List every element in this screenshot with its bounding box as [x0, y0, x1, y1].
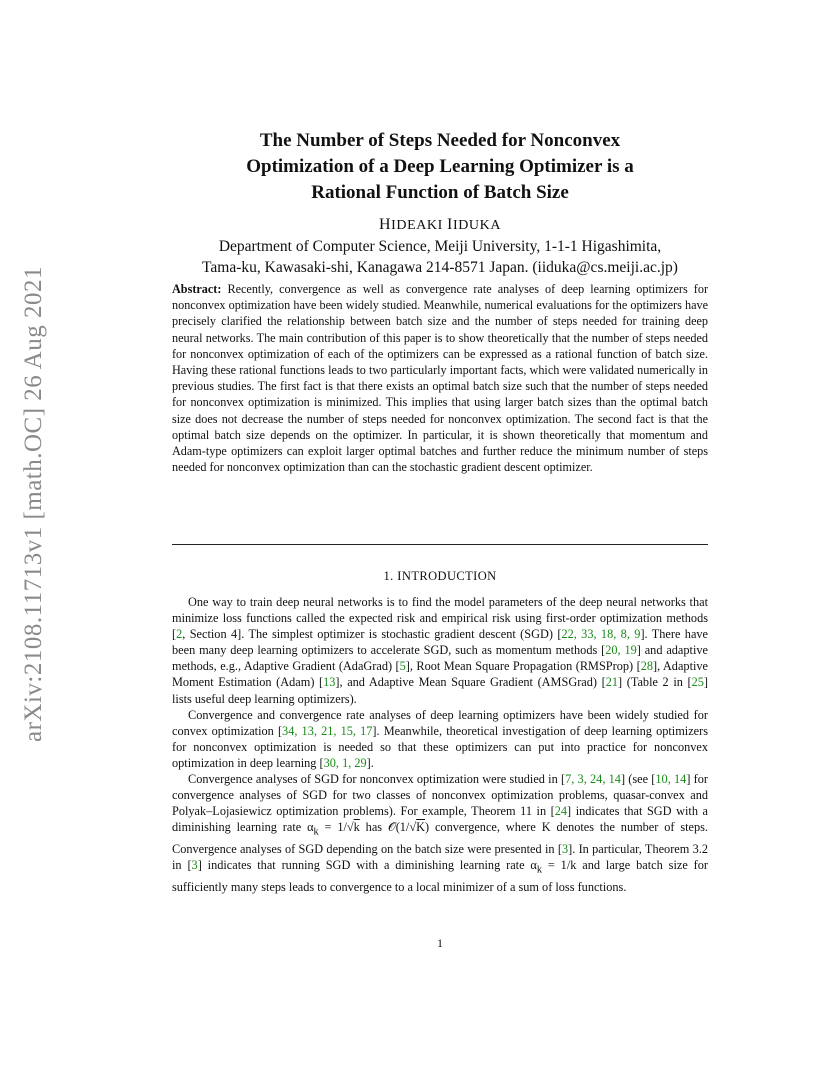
author-first-initial: H	[378, 216, 392, 233]
section-heading	[172, 568, 708, 584]
section-title-rest: NTRODUCTION	[401, 569, 497, 583]
math-subscript-k: k	[313, 826, 319, 838]
citation-link[interactable]: 7, 3, 24, 14	[565, 772, 621, 787]
p3-text-h: ]. In particular, Theorem 3.2 in [	[172, 841, 709, 872]
body-text	[172, 594, 708, 895]
citation-link[interactable]: 22, 33, 18, 8, 9	[561, 627, 641, 642]
author-last-rest: IDUKA	[452, 218, 502, 233]
paragraph-3	[172, 771, 708, 895]
title-line-1: The Number of Steps Needed for Nonconvex	[259, 130, 621, 151]
section-initial: I	[397, 568, 402, 583]
p2-text-a: Convergence and convergence rate analyses of deep learning optimizers have been widely studied for convex optimization [	[172, 707, 708, 738]
abstract	[172, 281, 708, 475]
math-sqrt-k: k	[353, 820, 360, 835]
author-affiliation	[172, 236, 708, 278]
p1-text-e: ] and adaptive methods, e.g., Adaptive Gradient (AdaGrad) [	[172, 643, 708, 674]
affiliation-line-2: Tama-ku, Kawasaki-shi, Kanagawa 214-8571 Japan. (iiduka@cs.meiji.ac.jp)	[202, 259, 678, 276]
math-subscript-k: k	[536, 864, 542, 876]
p1-text-h: ], and Adaptive Mean Square Gradient (AMSGrad) [	[335, 675, 606, 690]
title-line-2: Optimization of a Deep Learning Optimizer is a	[246, 156, 634, 177]
citation-link[interactable]: 3	[561, 841, 569, 856]
section-number: 1.	[383, 569, 394, 583]
paragraph-1	[172, 594, 708, 707]
citation-link[interactable]: 25	[691, 675, 704, 690]
horizontal-rule	[172, 544, 708, 545]
p1-text-d: ]. There have been many deep learning optimizers to accelerate SGD, such as momentum methods [	[172, 627, 709, 658]
citation-link[interactable]: 21	[605, 675, 619, 690]
citation-link[interactable]: 10, 14	[655, 772, 687, 787]
p3-text-d: ] indicates that SGD with a diminishing learning rate α	[172, 804, 708, 835]
citation-link[interactable]: 3	[191, 857, 198, 872]
citation-link[interactable]: 5	[399, 659, 406, 674]
p3-text-c: ] for convergence analyses of SGD for two classes of nonconvex optimization problems, quasar-convex and Polyak–Lojasiewicz optimization problems). For example, Theorem 11 in [	[172, 772, 709, 819]
citation-link[interactable]: 34, 13, 21, 15, 17	[282, 723, 373, 738]
p1-text-f: ], Root Mean Square Propagation (RMSProp) [	[405, 659, 641, 674]
p3-text-f: has 𝒪(1/√	[359, 820, 417, 835]
p1-text-b: , Section 4]. The simplest optimizer is stochastic gradient descent (SGD) [	[182, 627, 562, 642]
abstract-label: Abstract:	[172, 282, 222, 296]
p3-text-b: ] (see [	[620, 772, 656, 787]
citation-link[interactable]: 28	[640, 659, 653, 674]
p3-text-i: ] indicates that running SGD with a diminishing learning rate α	[197, 857, 537, 872]
author-last-initial: I	[447, 216, 453, 233]
paper-title	[172, 128, 708, 206]
arxiv-identifier-stamp: arXiv:2108.11713v1 [math.OC] 26 Aug 2021	[20, 266, 47, 742]
p3-text-a: Convergence analyses of SGD for nonconvex optimization were studied in [	[188, 772, 566, 787]
p1-text-i: ] (Table 2 in [	[618, 675, 692, 690]
citation-link[interactable]: 24	[554, 804, 568, 819]
p3-text-j: = 1/k and large batch size for sufficiently many steps leads to convergence to a local minimizer of a sum of loss functions.	[172, 857, 708, 894]
citation-link[interactable]: 30, 1, 29	[323, 755, 367, 770]
page-number: 1	[437, 936, 443, 950]
paragraph-2	[172, 707, 708, 771]
p2-text-c: ].	[366, 755, 374, 770]
p1-text-g: ], Adaptive Moment Estimation (Adam) [	[172, 659, 709, 690]
citation-link[interactable]: 2	[176, 627, 183, 642]
p2-text-b: ]. Meanwhile, theoretical investigation of deep learning optimizers for nonconvex optimization is needed so that these optimizers can put into practice for nonconvex optimization in deep learning [	[172, 723, 708, 770]
affiliation-line-1: Department of Computer Science, Meiji University, 1-1-1 Higashimita,	[218, 238, 662, 255]
abstract-text: Recently, convergence as well as convergence rate analyses of deep learning optimizers for nonconvex optimization have been widely studied. Meanwhile, numerical evaluations for the optimizers have precisely clarified the relationship between batch size and the number of steps needed for training deep neural networks. The main contribution of this paper is to show theoretically that the number of steps needed for nonconvex optimization of each of the optimizers can be expressed as a rational function of batch size. Having these rational functions leads to two particularly important facts, which were validated numerically in previous studies. The first fact is that there exists an optimal batch size such that the number of steps needed for nonconvex optimization is minimized. This implies that using larger batch sizes than the optimal batch size does not decrease the number of steps needed for nonconvex optimization. The second fact is that the optimal batch size depends on the optimizer. In particular, it is shown theoretically that momentum and Adam-type optimizers can exploit larger optimal batches and further reduce the minimum number of steps needed for nonconvex optimization than can the stochastic gradient descent optimizer.	[172, 282, 708, 475]
author-name	[172, 216, 708, 234]
citation-link[interactable]: 13	[323, 675, 336, 690]
p1-text-a: One way to train deep neural networks is to find the model parameters of the deep neural networks that minimize loss functions called the expected risk and empirical risk using first-order optimization methods [	[172, 595, 708, 642]
p3-text-e: = 1/√	[318, 820, 354, 835]
citation-link[interactable]: 20, 19	[605, 643, 637, 658]
p1-text-j: ] lists useful deep learning optimizers).	[172, 675, 708, 706]
author-first-rest: IDEAKI	[391, 218, 443, 233]
p3-text-g: ) convergence, where K denotes the number of steps. Convergence analyses of SGD depending on the batch size were presented in [	[172, 820, 709, 856]
math-sqrt-K: K	[416, 820, 425, 835]
title-line-3: Rational Function of Batch Size	[311, 182, 569, 203]
